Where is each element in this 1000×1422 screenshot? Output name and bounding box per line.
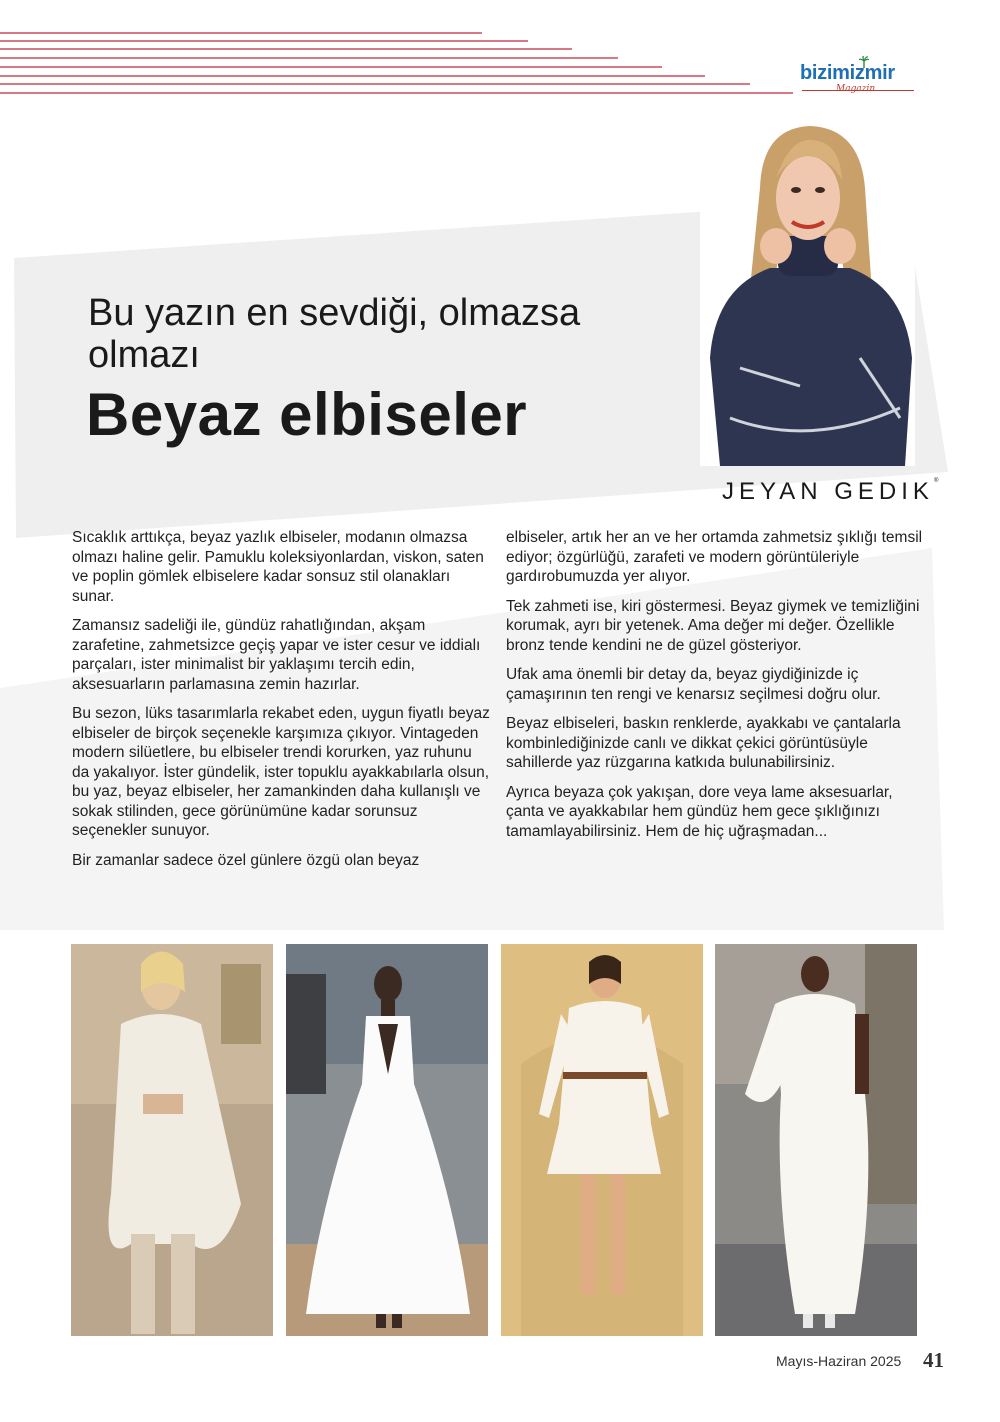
author-name-text: JEYAN GEDIK <box>722 478 934 505</box>
registered-mark: ® <box>933 478 939 484</box>
brand-name-part2: izmir <box>849 62 895 84</box>
boho-white-outfit-photo <box>71 944 273 1336</box>
palm-tree-icon <box>859 56 869 68</box>
article-column-right <box>506 528 926 851</box>
paragraph: elbiseler, artık her an ve her ortamda zahmetsiz şıklığı temsil ediyor; özgürlüğü, zarafeti ve modern görüntüleriyle gardırobumuzda yer alıyor. <box>506 529 923 585</box>
runway-white-maxi-dress-photo <box>286 944 488 1336</box>
author-name <box>722 478 938 506</box>
white-shirt-dress-photo <box>501 944 703 1336</box>
paragraph: Tek zahmeti ise, kiri göstermesi. Beyaz giymek ve temizliğini korumak, ayrı bir yetenek. Ama değer mi değer. Özellikle bronz tende kendini ne de güzel gösteriyor. <box>506 597 920 654</box>
author-photo <box>700 118 915 466</box>
brand-wordmark <box>800 62 895 85</box>
paragraph: Ufak ama önemli bir detay da, beyaz giydiğinizde iç çamaşırının ten rengi ve kenarsız seçilmesi doğru olur. <box>506 666 881 703</box>
issue-date: Mayıs-Haziran 2025 <box>776 1353 902 1369</box>
paragraph: Beyaz elbiseleri, baskın renklerde, ayakkabı ve çantalarla kombinlediğinizde canlı ve dikkat çekici görüntüsüyle sahillerde yaz rüzgarına katkıda bulunabilirsiniz. <box>506 715 901 771</box>
article-title: Beyaz elbiseler <box>86 381 528 448</box>
page-number: 41 <box>923 1348 944 1372</box>
one-shoulder-white-dress-photo <box>715 944 917 1336</box>
paragraph: Bu sezon, lüks tasarımlarla rekabet eden, uygun fiyatlı beyaz elbiseler de birçok seçenekle karşımıza çıkıyor. Vintageden modern silüetlere, bu elbiseler trendi korurken, yaz ruhunu da yakalıyor. İster gündelik, ister topuklu ayakkabılarla olsun, bu yaz, beyaz elbiseler, her zamankinden daha kullanışlı ve sokak stilinden, gece görünümüne kadar sorunsuz seçenekler sunuyor. <box>72 705 490 839</box>
article-kicker: Bu yazın en sevdiği, olmazsa olmazı <box>88 292 581 376</box>
author-portrait-illustration <box>700 118 915 466</box>
brand-tagline: Magazin <box>836 84 876 94</box>
paragraph: Ayrıca beyaza çok yakışan, dore veya lame aksesuarlar, çanta ve ayakkabılar hem gündüz hem gece şıklığınızı tamamlayabilirsiniz. Hem de hiç uğraşmadan... <box>506 783 893 840</box>
paragraph: Sıcaklık arttıkça, beyaz yazlık elbiseler, modanın olmazsa olmazı haline gelir. Pamuklu koleksiyonlardan, viskon, saten ve poplin gömlek elbiselere kadar sonsuz stil olanakları sunar. <box>72 529 484 605</box>
brand-logo <box>800 62 920 98</box>
paragraph: Bir zamanlar sadece özel günlere özgü olan beyaz <box>72 851 420 869</box>
brand-name-part1: bizim <box>800 62 850 84</box>
article-column-left <box>72 528 492 880</box>
paragraph: Zamansız sadeliği ile, gündüz rahatlığından, akşam zarafetine, zahmetsizce geçiş yapar ve ister cesur ve iddialı parçaları, ister minimalist bir yaklaşımı tercih edin, aksesuarların parlamasına zemin hazırlar. <box>72 617 481 693</box>
